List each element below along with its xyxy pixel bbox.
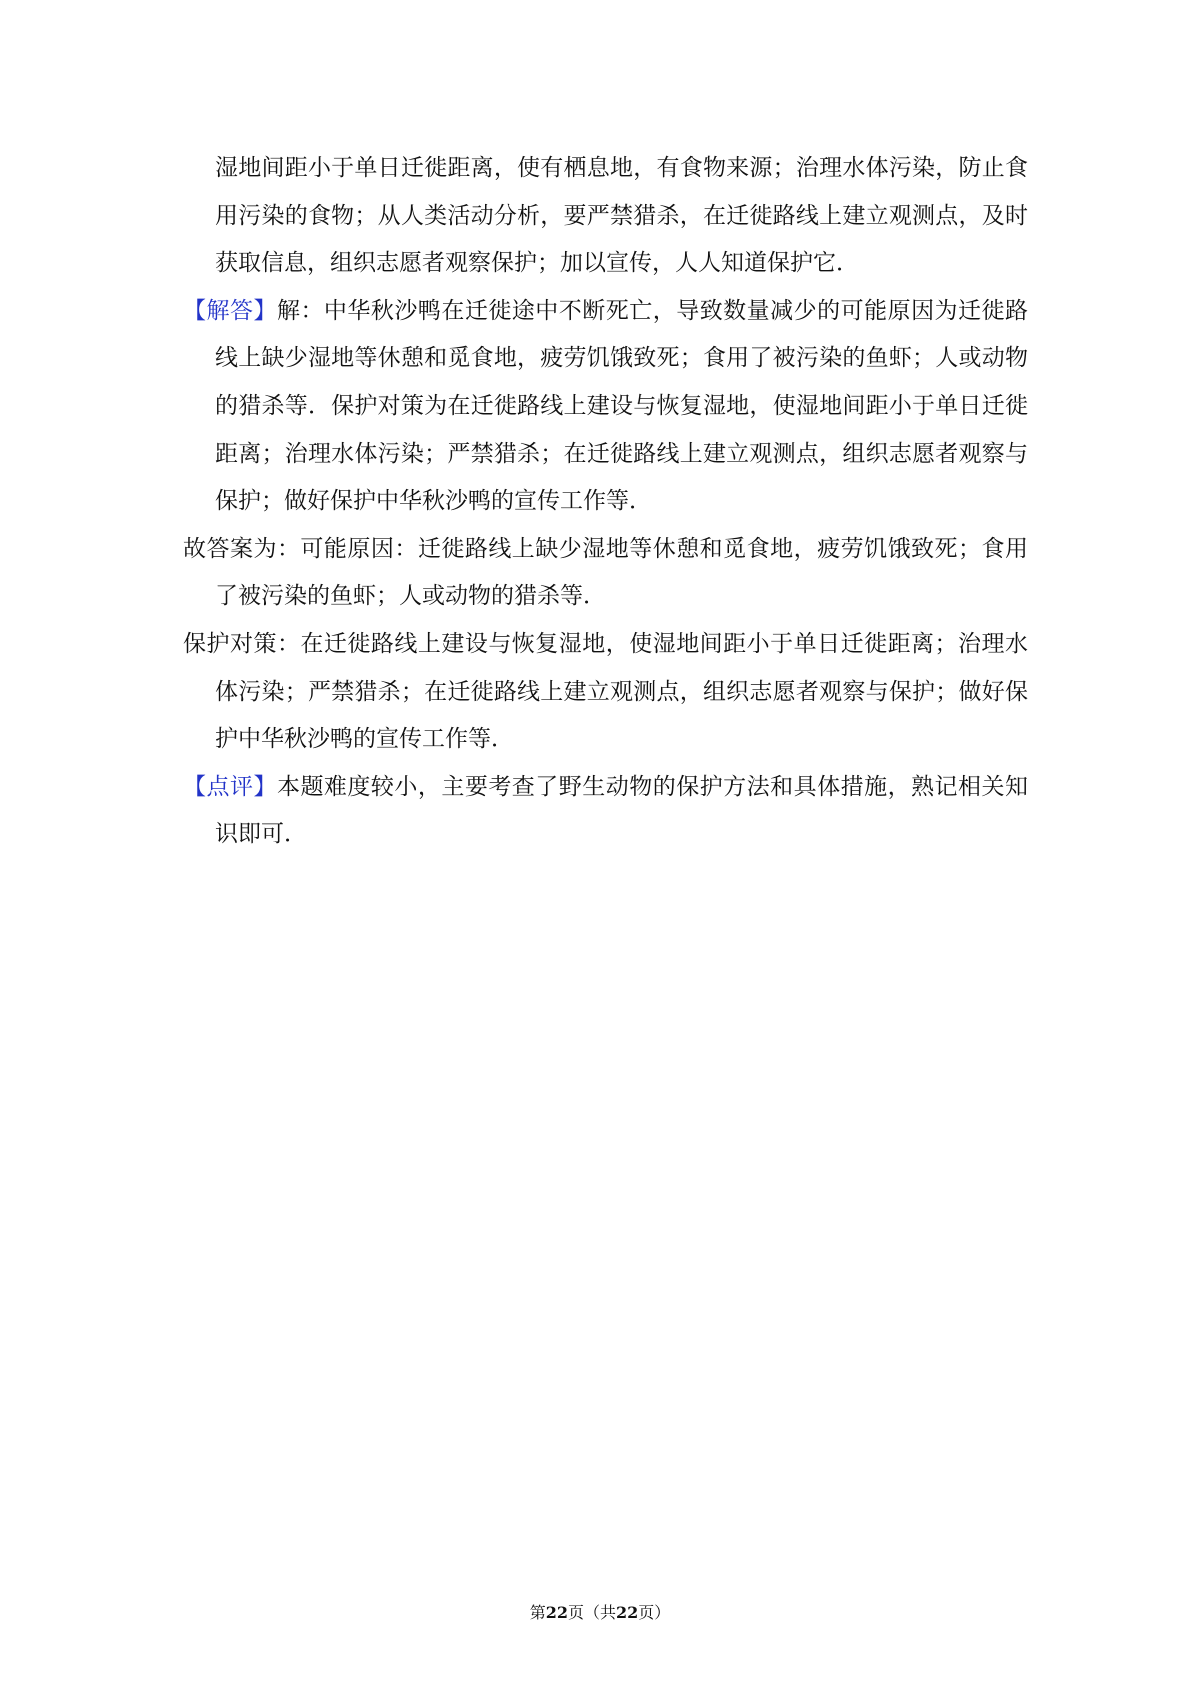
conclusion-measures-text: 保护对策：在迁徙路线上建设与恢复湿地，使湿地间距小于单日迁徙距离；治理水体污染；严禁猎杀；在迁徙路线上建立观测点，组织志愿者观察与保护；做好保护中华秋沙鸭的宣传工作等． bbox=[183, 630, 1028, 753]
answer-text: 解：中华秋沙鸭在迁徙途中不断死亡，导致数量减少的可能原因为迁徙路线上缺少湿地等休憩和觅食地，疲劳饥饿致死；食用了被污染的鱼虾；人或动物的猎杀等．保护对策为在迁徙路线上建设与恢复湿地，使湿地间距小于单日迁徙距离；治理水体污染；严禁猎杀；在迁徙路线上建立观测点，组织志愿者观察与保护；做好保护中华秋沙鸭的宣传工作等． bbox=[215, 297, 1029, 515]
comment-tag: 【点评】 bbox=[183, 773, 277, 800]
footer-prefix: 第 bbox=[529, 1603, 546, 1622]
page-footer bbox=[0, 1603, 1200, 1623]
footer-middle: 页（共 bbox=[567, 1603, 616, 1622]
footer-page-number: 22 bbox=[545, 1603, 568, 1622]
comment-text: 本题难度较小，主要考查了野生动物的保护方法和具体措施，熟记相关知识即可． bbox=[215, 773, 1029, 848]
conclusion-reasons bbox=[183, 526, 1028, 621]
footer-total-pages: 22 bbox=[616, 1603, 639, 1622]
footer-suffix: 页） bbox=[638, 1603, 671, 1622]
conclusion-measures bbox=[183, 621, 1028, 764]
conclusion-reasons-text: 故答案为：可能原因：迁徙路线上缺少湿地等休憩和觅食地，疲劳饥饿致死；食用了被污染的鱼虾；人或动物的猎杀等． bbox=[183, 535, 1028, 610]
answer-tag: 【解答】 bbox=[183, 297, 277, 324]
document-body bbox=[183, 145, 1028, 859]
comment-paragraph bbox=[183, 764, 1028, 859]
analysis-continuation-text: 湿地间距小于单日迁徙距离，使有栖息地，有食物来源；治理水体污染，防止食用污染的食物；从人类活动分析，要严禁猎杀，在迁徙路线上建立观测点，及时获取信息，组织志愿者观察保护；加以宣传，人人知道保护它． bbox=[215, 155, 1028, 277]
answer-paragraph bbox=[183, 288, 1028, 526]
analysis-continuation bbox=[183, 145, 1028, 288]
